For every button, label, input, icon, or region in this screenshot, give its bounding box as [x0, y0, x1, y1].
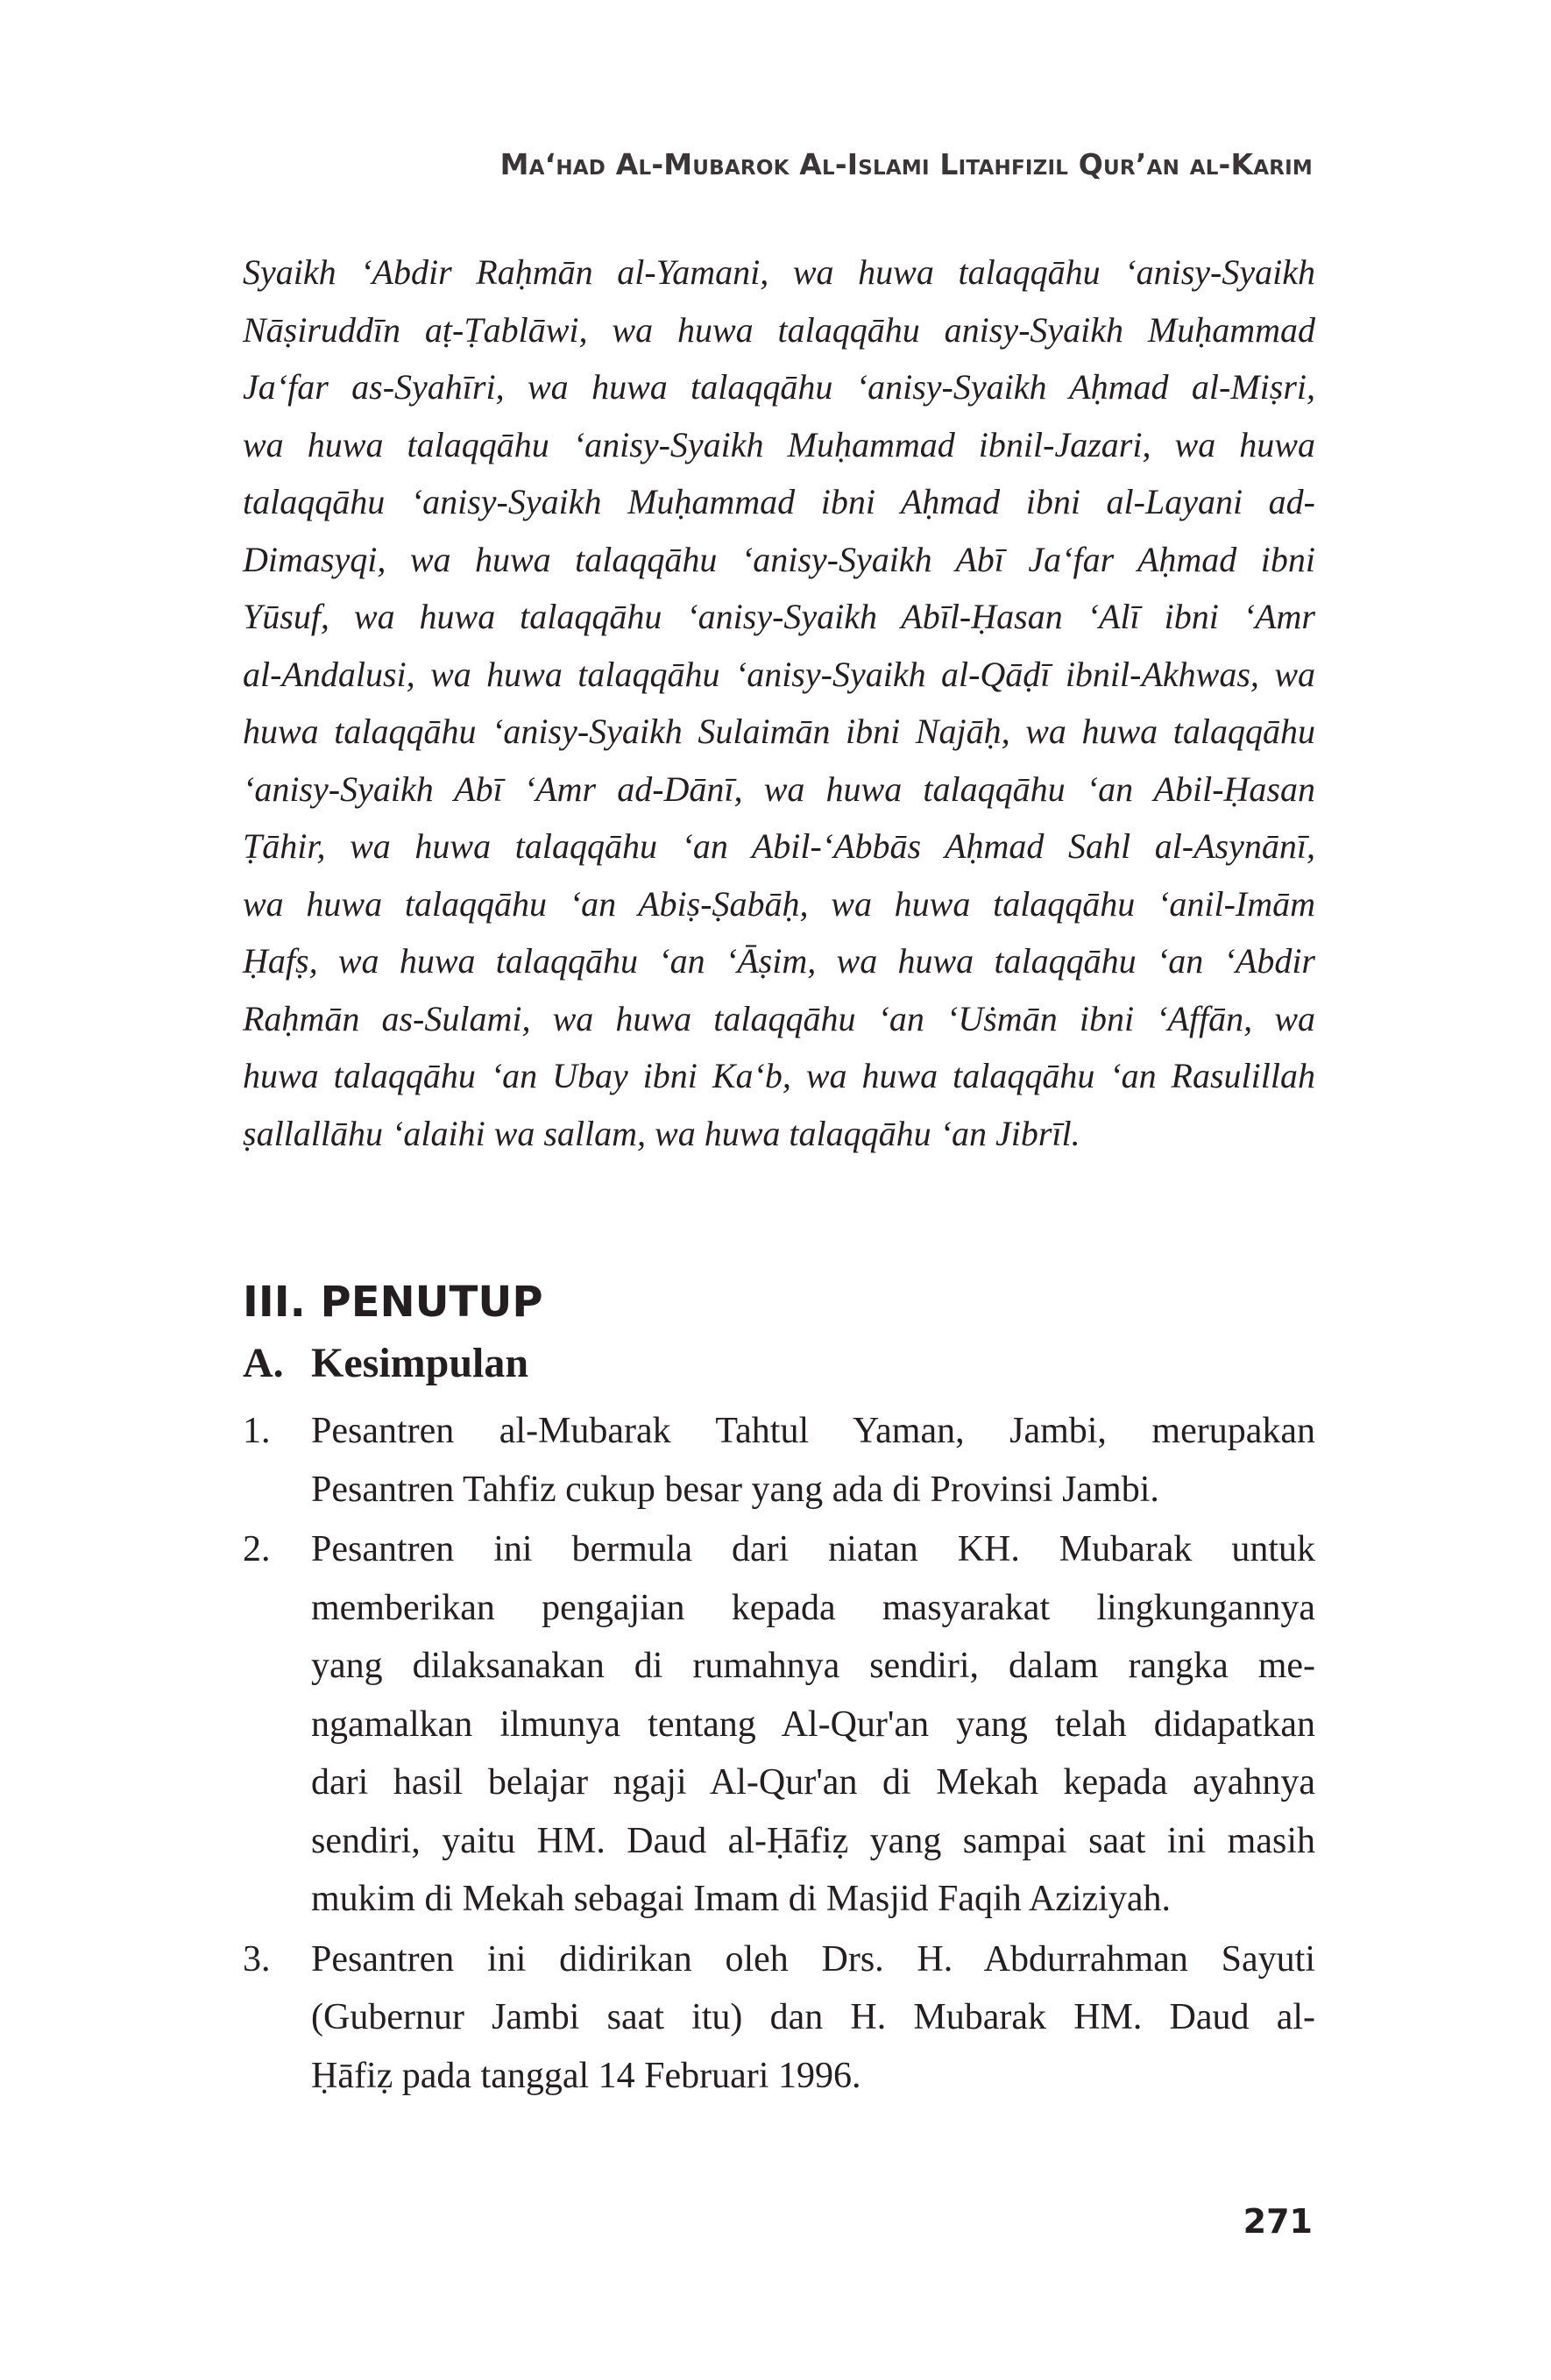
list-item	[243, 1930, 1315, 2106]
isnad-line: huwa talaqqāhu ‘anisy-Syaikh Sulaimān ibni Najāḥ, wa huwa talaqqāhu	[243, 712, 1315, 751]
isnad-line: Ṭāhir, wa huwa talaqqāhu ‘an Abil-‘Abbās Aḥmad Sahl al-Asynānī,	[243, 826, 1315, 866]
isnad-line: Nāṣiruddīn aṭ-Ṭablāwi, wa huwa talaqqāhu anisy-Syaikh Muḥammad	[243, 309, 1315, 350]
list-item-line: Pesantren al-Mubarak Tahtul Yaman, Jambi, merupakan	[311, 1411, 1315, 1451]
isnad-line: ‘anisy-Syaikh Abī ‘Amr ad-Dānī, wa huwa talaqqāhu ‘an Abil-Ḥasan	[243, 769, 1315, 809]
isnad-line: ṣallallāhu ‘alaihi wa sallam, wa huwa talaqqāhu ‘an Jibrīl.	[243, 1113, 1080, 1153]
subsection-heading	[243, 1339, 528, 1387]
list-item-line: memberikan pengajian kepada masyarakat lingkungannya	[311, 1587, 1315, 1628]
isnad-line: Raḥmān as-Sulami, wa huwa talaqqāhu ‘an ‘Uṡmān ibni ‘Affān, wa	[243, 998, 1315, 1038]
isnad-line: Dimasyqi, wa huwa talaqqāhu ‘anisy-Syaikh Abī Ja‘far Aḥmad ibni	[243, 539, 1315, 579]
isnad-line: wa huwa talaqqāhu ‘anisy-Syaikh Muḥammad ibnil-Jazari, wa huwa	[243, 424, 1315, 464]
list-item-number: 3.	[243, 1938, 271, 1980]
subsection-title: Kesimpulan	[311, 1340, 529, 1386]
list-item-line: (Gubernur Jambi saat itu) dan H. Mubarak HM. Daud al-	[311, 1997, 1315, 2037]
subsection-number: A.	[243, 1340, 284, 1386]
isnad-line: Syaikh ‘Abdir Raḥmān al-Yamani, wa huwa talaqqāhu ‘anisy-Syaikh	[243, 252, 1315, 292]
list-item-line: ngamalkan ilmunya tentang Al-Qur'an yang telah didapatkan	[311, 1704, 1315, 1745]
list-item-number: 1.	[243, 1411, 271, 1451]
list-item	[243, 1402, 1315, 1519]
page-number: 271	[1243, 2202, 1313, 2241]
running-header: Ma‘had Al-Mubarok Al-Islami Litahfizil Qur’an al-Karim	[499, 147, 1313, 181]
list-item-line: yang dilaksanakan di rumahnya sendiri, dalam rangka me-	[311, 1646, 1315, 1686]
isnad-paragraph	[243, 244, 1315, 1162]
list-item-line: dari hasil belajar ngaji Al-Qur'an di Mekah kepada ayahnya	[311, 1762, 1315, 1803]
isnad-line: huwa talaqqāhu ‘an Ubay ibni Ka‘b, wa huwa talaqqāhu ‘an Rasulillah	[243, 1056, 1315, 1095]
isnad-line: Ja‘far as-Syahīri, wa huwa talaqqāhu ‘anisy-Syaikh Aḥmad al-Miṣri,	[243, 367, 1315, 407]
isnad-line: Yūsuf, wa huwa talaqqāhu ‘anisy-Syaikh Abīl-Ḥasan ‘Alī ibni ‘Amr	[243, 597, 1315, 636]
list-item	[243, 1520, 1315, 1929]
list-item-line: Pesantren ini didirikan oleh Drs. H. Abdurrahman Sayuti	[311, 1938, 1315, 1980]
isnad-line: al-Andalusi, wa huwa talaqqāhu ‘anisy-Syaikh al-Qāḍī ibnil-Akhwas, wa	[243, 654, 1315, 694]
isnad-line: wa huwa talaqqāhu ‘an Abiṣ-Ṣabāḥ, wa huwa talaqqāhu ‘anil-Imām	[243, 883, 1315, 924]
section-heading: III. PENUTUP	[243, 1278, 543, 1327]
list-item-line: sendiri, yaitu HM. Daud al-Ḥāfiẓ yang sampai saat ini masih	[311, 1820, 1315, 1861]
list-item-line: Ḥāfiẓ pada tanggal 14 Februari 1996.	[311, 2055, 861, 2096]
isnad-line: talaqqāhu ‘anisy-Syaikh Muḥammad ibni Aḥmad ibni al-Layani ad-	[243, 482, 1315, 521]
list-item-line: mukim di Mekah sebagai Imam di Masjid Faqih Aziziyah.	[311, 1879, 1171, 1919]
isnad-line: Ḥafṣ, wa huwa talaqqāhu ‘an ‘Āṣim, wa huwa talaqqāhu ‘an ‘Abdir	[243, 941, 1315, 981]
list-item-line: Pesantren ini bermula dari niatan KH. Mubarak untuk	[311, 1529, 1315, 1569]
list-item-number: 2.	[243, 1529, 271, 1569]
list-item-line: Pesantren Tahfiz cukup besar yang ada di Provinsi Jambi.	[311, 1469, 1159, 1510]
conclusions-list	[243, 1402, 1315, 2107]
